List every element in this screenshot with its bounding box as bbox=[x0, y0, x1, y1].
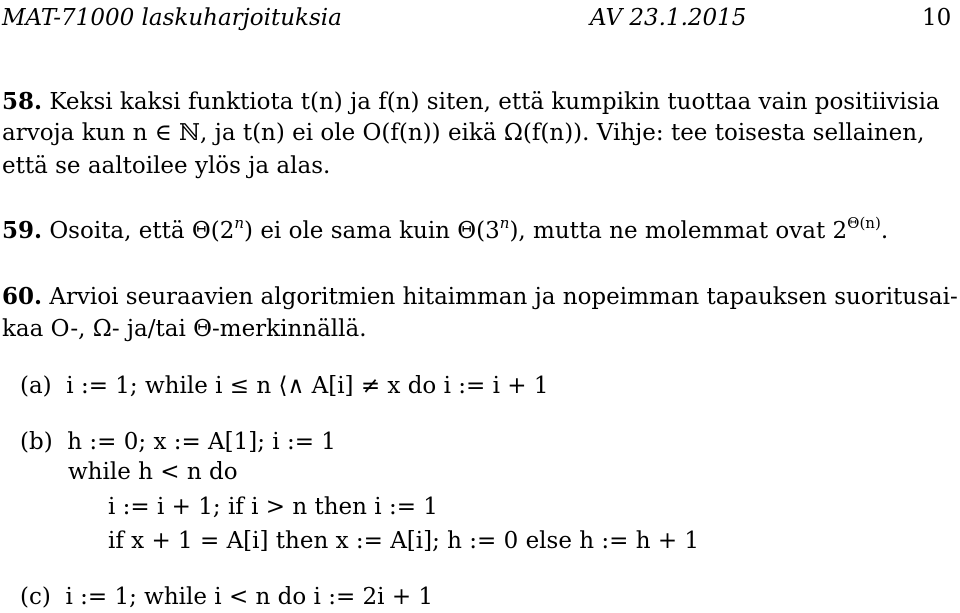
page-number: 10 bbox=[922, 5, 952, 31]
date-header: AV 23.1.2015 bbox=[590, 5, 747, 31]
problem-58-line-1 bbox=[2, 88, 940, 116]
part-b-line-3: i := i + 1; if i > n then i := 1 bbox=[108, 494, 438, 520]
problem-59-text-a: Osoita, että Θ(2 bbox=[49, 218, 235, 244]
part-c-label: (c) bbox=[20, 584, 51, 610]
problem-58-text-1: Keksi kaksi funktiota t(n) ja f(n) siten, että kumpikin tuottaa vain positiivisia bbox=[49, 89, 940, 115]
part-a-label: (a) bbox=[20, 373, 52, 399]
problem-60-text-1: Arvioi seuraavien algoritmien hitaimman ja nopeimman tapauksen suoritusai- bbox=[49, 284, 958, 310]
course-header: MAT-71000 laskuharjoituksia bbox=[2, 5, 342, 31]
problem-58-number: 58. bbox=[2, 88, 43, 115]
part-b-label: (b) bbox=[20, 429, 53, 455]
part-a-line bbox=[20, 372, 548, 400]
problem-59-text-b: ) ei ole sama kuin Θ(3 bbox=[244, 218, 500, 244]
problem-59-number: 59. bbox=[2, 217, 43, 244]
part-c-line bbox=[20, 583, 433, 611]
part-b-line-4: if x + 1 = A[i] then x := A[i]; h := 0 else h := h + 1 bbox=[108, 528, 700, 554]
part-b-line-1 bbox=[20, 428, 336, 456]
problem-60-line-1 bbox=[2, 283, 958, 311]
problem-59-text-d: . bbox=[880, 218, 889, 244]
part-a-code: i := 1; while i ≤ n ⟨∧ A[i] ≠ x do i := i + 1 bbox=[66, 373, 549, 399]
problem-60-line-2: kaa O-, Ω- ja/tai Θ-merkinnällä. bbox=[2, 316, 367, 342]
problem-59-line bbox=[2, 214, 889, 245]
part-b-code-1: h := 0; x := A[1]; i := 1 bbox=[67, 429, 336, 455]
problem-59-sup-c: Θ(n) bbox=[847, 214, 881, 233]
part-c-code: i := 1; while i < n do i := 2i + 1 bbox=[65, 584, 434, 610]
problem-59-sup-b: n bbox=[499, 214, 510, 233]
problem-58-line-2: arvoja kun n ∈ ℕ, ja t(n) ei ole O(f(n)) eikä Ω(f(n)). Vihje: tee toisesta sellainen, bbox=[2, 120, 925, 146]
problem-58-line-3: että se aaltoilee ylös ja alas. bbox=[2, 153, 331, 179]
problem-59-sup-a: n bbox=[234, 214, 245, 233]
problem-59-text-c: ), mutta ne molemmat ovat 2 bbox=[509, 218, 848, 244]
problem-60-number: 60. bbox=[2, 283, 43, 310]
part-b-line-2: while h < n do bbox=[68, 459, 238, 485]
